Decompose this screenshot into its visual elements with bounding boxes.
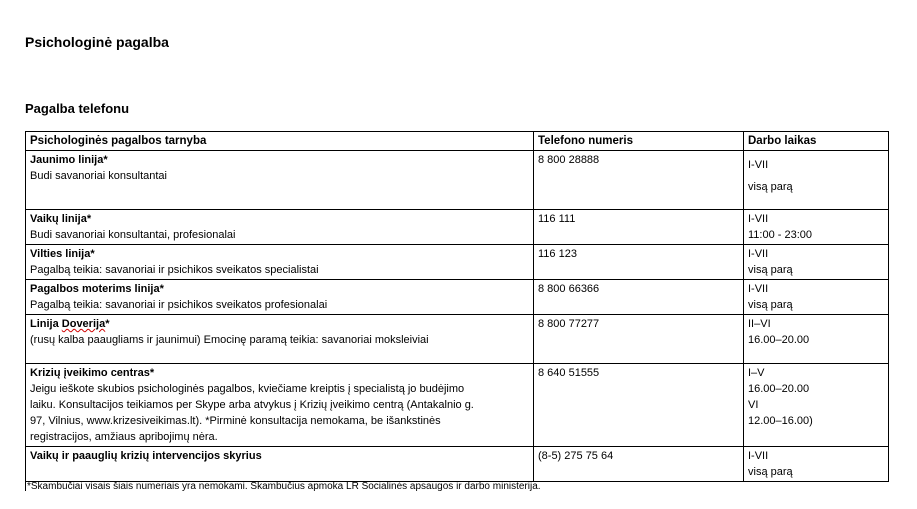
service-name: Jaunimo linija* xyxy=(30,154,108,166)
table-row xyxy=(26,447,889,482)
hours-days: I-VII xyxy=(748,283,769,295)
service-cell xyxy=(26,447,534,482)
phone-number: 8 640 51555 xyxy=(534,364,744,447)
service-description-line: registracijos, amžiaus apribojimų nėra. xyxy=(30,431,218,443)
phone-number: 8 800 28888 xyxy=(534,151,744,210)
column-header-hours: Darbo laikas xyxy=(744,132,889,151)
hours-cell xyxy=(744,364,889,447)
table-row xyxy=(26,210,889,245)
phone-number: 116 111 xyxy=(534,210,744,245)
service-cell xyxy=(26,210,534,245)
service-description: (rusų kalba paaugliams ir jaunimui) Emocinę paramą teikia: savanoriai moksleiviai xyxy=(30,334,429,346)
hours-time: 16.00–20.00 xyxy=(748,383,810,395)
spellcheck-underline: Doverija xyxy=(61,318,106,330)
hours-days: I–V xyxy=(748,367,765,379)
hours-cell xyxy=(744,210,889,245)
service-name: Vilties linija* xyxy=(30,248,95,260)
hours-cell xyxy=(744,151,889,210)
hours-cell xyxy=(744,245,889,280)
service-name: Vaikų ir paauglių krizių intervencijos skyrius xyxy=(30,450,262,462)
service-description: Budi savanoriai konsultantai xyxy=(30,170,167,182)
hours-time: visą parą xyxy=(748,264,793,276)
service-cell xyxy=(26,315,534,364)
hours-cell xyxy=(744,315,889,364)
footnote-text: *Skambučiai visais šiais numeriais yra nemokami. Skambučius apmoka LR Socialinės apsaugos ir darbo ministerija. xyxy=(27,481,541,492)
service-cell xyxy=(26,364,534,447)
hours-time: 12.00–16.00) xyxy=(748,415,813,427)
hours-time: visą parą xyxy=(748,181,793,193)
table-row xyxy=(26,151,889,210)
hours-days: VI xyxy=(748,399,759,411)
table-row xyxy=(26,280,889,315)
service-cell xyxy=(26,280,534,315)
phone-number: 8 800 77277 xyxy=(534,315,744,364)
service-description: Pagalbą teikia: savanoriai ir psichikos sveikatos specialistai xyxy=(30,264,319,276)
service-name: Linija Doverija* xyxy=(30,318,110,330)
service-description-line: 97, Vilnius, www.krizesiveikimas.lt). *Pirminė konsultacija nemokama, be išankstinės xyxy=(30,415,441,427)
phone-number: 116 123 xyxy=(534,245,744,280)
hours-cell xyxy=(744,447,889,482)
hours-time: 11:00 - 23:00 xyxy=(748,229,813,241)
service-name: Vaikų linija* xyxy=(30,213,92,225)
phone-number: 8 800 66366 xyxy=(534,280,744,315)
table-row xyxy=(26,364,889,447)
service-description: Budi savanoriai konsultantai, profesionalai xyxy=(30,229,236,241)
hours-time: visą parą xyxy=(748,466,793,478)
hours-time: 16.00–20.00 xyxy=(748,334,810,346)
service-cell xyxy=(26,245,534,280)
column-header-phone: Telefono numeris xyxy=(534,132,744,151)
footnote xyxy=(25,480,541,492)
table-header-row xyxy=(26,132,889,151)
service-name: Pagalbos moterims linija* xyxy=(30,283,164,295)
page-title: Psichologinė pagalba xyxy=(25,34,169,50)
service-cell xyxy=(26,151,534,210)
service-name: Krizių įveikimo centras* xyxy=(30,367,155,379)
service-description-line: Jeigu ieškote skubios psichologinės pagalbos, kviečiame kreiptis į specialistą jo budėjimo xyxy=(30,383,465,395)
hours-days: I-VII xyxy=(748,213,769,225)
service-description: Pagalbą teikia: savanoriai ir psichikos sveikatos profesionalai xyxy=(30,299,328,311)
text-cursor xyxy=(25,480,26,491)
hours-days: I-VII xyxy=(748,450,769,462)
section-title: Pagalba telefonu xyxy=(25,101,130,116)
hours-time: visą parą xyxy=(748,299,793,311)
column-header-service: Psichologinės pagalbos tarnyba xyxy=(26,132,534,151)
hours-days: I-VII xyxy=(748,159,769,171)
table-row xyxy=(26,245,889,280)
hours-days: II–VI xyxy=(748,318,771,330)
service-description-line: laiku. Konsultacijos teikiamos per Skype arba atvykus į Krizių įveikimo centrą (Antakalnio g. xyxy=(30,399,474,411)
phone-number: (8-5) 275 75 64 xyxy=(534,447,744,482)
helpline-table xyxy=(25,131,889,482)
hours-cell xyxy=(744,280,889,315)
table-row xyxy=(26,315,889,364)
hours-days: I-VII xyxy=(748,248,769,260)
